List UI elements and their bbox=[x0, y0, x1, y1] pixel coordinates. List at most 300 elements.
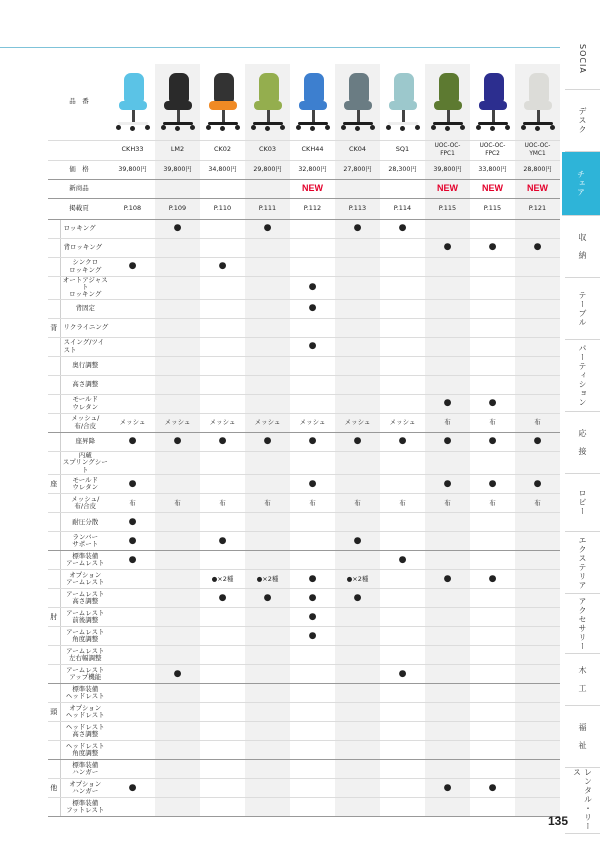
feature-value bbox=[515, 608, 560, 627]
feature-label: アームレスト 角度調整 bbox=[60, 627, 110, 646]
feature-value bbox=[290, 413, 335, 432]
feature-value bbox=[290, 608, 335, 627]
feature-value bbox=[290, 375, 335, 394]
side-tab[interactable] bbox=[565, 90, 600, 152]
feature-value bbox=[290, 219, 335, 238]
feature-value-text: 布 bbox=[489, 418, 496, 427]
side-tab-label: エクステリア bbox=[578, 535, 587, 590]
catalog-page-cell: P.113 bbox=[335, 198, 380, 219]
feature-value bbox=[245, 451, 290, 474]
feature-value bbox=[515, 238, 560, 257]
feature-value bbox=[110, 608, 155, 627]
feature-label: 背ロッキング bbox=[60, 238, 110, 257]
feature-value bbox=[110, 627, 155, 646]
feature-dot: ● bbox=[488, 782, 497, 793]
new-badge-cell bbox=[515, 179, 560, 198]
feature-value bbox=[290, 356, 335, 375]
side-tab[interactable] bbox=[565, 340, 600, 412]
feature-value-text: メッシュ bbox=[389, 418, 416, 427]
feature-value bbox=[245, 219, 290, 238]
side-tab-label: パーティション bbox=[578, 344, 587, 407]
price-cell: 39,800円 bbox=[110, 160, 155, 179]
feature-value bbox=[245, 394, 290, 413]
new-badge-cell bbox=[200, 179, 245, 198]
feature-label: 内蔵 スプリングシート bbox=[60, 451, 110, 474]
price-cell: 32,800円 bbox=[290, 160, 335, 179]
feature-label: 標準装備 アームレスト bbox=[60, 551, 110, 570]
feature-value bbox=[335, 551, 380, 570]
feature-value bbox=[380, 779, 425, 798]
feature-value bbox=[290, 646, 335, 665]
feature-value bbox=[290, 532, 335, 551]
feature-value-text: ●×2種 bbox=[256, 574, 279, 583]
feature-value bbox=[290, 494, 335, 513]
feature-value bbox=[200, 722, 245, 741]
feature-value bbox=[290, 798, 335, 817]
feature-value bbox=[515, 646, 560, 665]
feature-value bbox=[380, 703, 425, 722]
feature-label: 標準装備 ヘッドレスト bbox=[60, 684, 110, 703]
feature-dot: ● bbox=[488, 573, 497, 584]
feature-value bbox=[335, 394, 380, 413]
feature-value bbox=[290, 276, 335, 299]
header-rule bbox=[0, 47, 560, 48]
feature-value-text: ●×2種 bbox=[211, 574, 234, 583]
feature-value bbox=[290, 299, 335, 318]
feature-value bbox=[425, 413, 470, 432]
feature-value bbox=[380, 646, 425, 665]
feature-value bbox=[200, 356, 245, 375]
feature-value bbox=[380, 627, 425, 646]
feature-label: アームレスト 前後調整 bbox=[60, 608, 110, 627]
feature-value bbox=[245, 589, 290, 608]
feature-value bbox=[110, 318, 155, 337]
feature-group-label bbox=[48, 257, 60, 276]
feature-value bbox=[290, 337, 335, 356]
feature-value-text: 布 bbox=[174, 498, 181, 507]
feature-value bbox=[110, 665, 155, 684]
model-name-text: CK04 bbox=[348, 145, 367, 154]
feature-dot: ● bbox=[128, 436, 137, 447]
feature-value bbox=[425, 589, 470, 608]
feature-value bbox=[245, 570, 290, 589]
feature-value bbox=[380, 238, 425, 257]
feature-value bbox=[515, 375, 560, 394]
feature-value bbox=[200, 257, 245, 276]
feature-group-label bbox=[48, 413, 60, 432]
model-name-text: CKH44 bbox=[301, 145, 324, 154]
feature-value bbox=[290, 451, 335, 474]
feature-value bbox=[245, 760, 290, 779]
feature-value bbox=[155, 665, 200, 684]
chair-image bbox=[246, 69, 290, 135]
price-cell: 39,800円 bbox=[155, 160, 200, 179]
feature-value-text: メッシュ bbox=[209, 418, 236, 427]
feature-value bbox=[515, 722, 560, 741]
feature-value bbox=[425, 532, 470, 551]
feature-dot: ● bbox=[173, 436, 182, 447]
side-tab[interactable] bbox=[565, 278, 600, 340]
feature-value bbox=[245, 337, 290, 356]
feature-value bbox=[425, 375, 470, 394]
feature-dot: ● bbox=[128, 782, 137, 793]
side-tab-label: チェア bbox=[576, 170, 586, 197]
feature-value bbox=[515, 276, 560, 299]
feature-value bbox=[335, 665, 380, 684]
feature-label: 高さ調整 bbox=[60, 375, 110, 394]
feature-value bbox=[380, 741, 425, 760]
catalog-page-cell: P.108 bbox=[110, 198, 155, 219]
feature-value bbox=[425, 257, 470, 276]
feature-value bbox=[380, 276, 425, 299]
feature-value bbox=[515, 741, 560, 760]
feature-value-text: 布 bbox=[399, 498, 406, 507]
feature-dot: ● bbox=[353, 592, 362, 603]
new-badge-cell bbox=[425, 179, 470, 198]
chair-photo bbox=[335, 64, 380, 140]
feature-value bbox=[425, 760, 470, 779]
side-tab[interactable] bbox=[565, 706, 600, 768]
feature-value bbox=[470, 703, 515, 722]
feature-value bbox=[335, 475, 380, 494]
feature-dot: ● bbox=[488, 398, 497, 409]
feature-value bbox=[200, 665, 245, 684]
feature-value bbox=[515, 257, 560, 276]
new-badge-cell bbox=[470, 179, 515, 198]
feature-value bbox=[470, 760, 515, 779]
feature-value bbox=[290, 257, 335, 276]
feature-dot: ● bbox=[308, 478, 317, 489]
feature-value bbox=[155, 589, 200, 608]
feature-value bbox=[380, 219, 425, 238]
feature-group-label bbox=[48, 219, 60, 238]
feature-value bbox=[380, 494, 425, 513]
side-tab[interactable] bbox=[565, 412, 600, 474]
feature-value bbox=[290, 684, 335, 703]
feature-value bbox=[335, 413, 380, 432]
feature-group-label bbox=[48, 741, 60, 760]
feature-value bbox=[380, 722, 425, 741]
feature-value bbox=[245, 513, 290, 532]
feature-value bbox=[425, 276, 470, 299]
feature-group-label bbox=[48, 532, 60, 551]
feature-value bbox=[335, 722, 380, 741]
side-tab[interactable] bbox=[565, 216, 600, 278]
feature-value bbox=[200, 394, 245, 413]
feature-value bbox=[155, 703, 200, 722]
feature-value bbox=[110, 798, 155, 817]
feature-value bbox=[335, 589, 380, 608]
feature-value bbox=[200, 219, 245, 238]
feature-value bbox=[290, 318, 335, 337]
feature-value-text: 布 bbox=[354, 498, 361, 507]
feature-value bbox=[245, 475, 290, 494]
feature-value-text: 布 bbox=[534, 498, 541, 507]
feature-value bbox=[155, 608, 200, 627]
feature-value bbox=[380, 375, 425, 394]
feature-value bbox=[425, 570, 470, 589]
feature-value bbox=[335, 238, 380, 257]
feature-group-label bbox=[48, 356, 60, 375]
model-name bbox=[245, 140, 290, 160]
chair-photo bbox=[380, 64, 425, 140]
feature-value bbox=[200, 337, 245, 356]
feature-value bbox=[470, 299, 515, 318]
feature-group-label bbox=[48, 513, 60, 532]
price-cell: 33,800円 bbox=[470, 160, 515, 179]
feature-dot: ● bbox=[488, 478, 497, 489]
feature-value bbox=[155, 413, 200, 432]
feature-label: 奥行調整 bbox=[60, 356, 110, 375]
feature-value bbox=[335, 684, 380, 703]
feature-group-label bbox=[48, 276, 60, 299]
feature-value bbox=[425, 703, 470, 722]
feature-value bbox=[110, 238, 155, 257]
model-name-text: UOC-OC- FPC2 bbox=[479, 143, 506, 157]
feature-value bbox=[380, 513, 425, 532]
model-name bbox=[290, 140, 335, 160]
model-name bbox=[470, 140, 515, 160]
feature-dot: ● bbox=[443, 242, 452, 252]
feature-value bbox=[515, 570, 560, 589]
feature-value bbox=[290, 589, 335, 608]
feature-dot: ● bbox=[263, 223, 272, 233]
feature-value bbox=[110, 276, 155, 299]
feature-value bbox=[245, 299, 290, 318]
feature-label: オプション アームレスト bbox=[60, 570, 110, 589]
feature-value bbox=[335, 299, 380, 318]
feature-value bbox=[335, 798, 380, 817]
feature-value bbox=[470, 665, 515, 684]
feature-label: 標準装備 ハンガー bbox=[60, 760, 110, 779]
side-tab[interactable] bbox=[562, 152, 600, 216]
chair-photo bbox=[515, 64, 560, 140]
feature-label: シンクロ ロッキング bbox=[60, 257, 110, 276]
feature-value bbox=[200, 589, 245, 608]
feature-value-text: メッシュ bbox=[254, 418, 281, 427]
feature-value bbox=[470, 570, 515, 589]
feature-value bbox=[200, 299, 245, 318]
feature-value bbox=[335, 513, 380, 532]
feature-value bbox=[110, 337, 155, 356]
feature-label: ヘッドレスト 高さ調整 bbox=[60, 722, 110, 741]
feature-label: メッシュ/ 布/合皮 bbox=[60, 494, 110, 513]
feature-value bbox=[515, 779, 560, 798]
feature-value bbox=[155, 475, 200, 494]
side-tab-label: 木 工 bbox=[578, 666, 587, 693]
feature-value bbox=[290, 760, 335, 779]
feature-value bbox=[155, 646, 200, 665]
catalog-page-cell: P.114 bbox=[380, 198, 425, 219]
model-name-text: CK03 bbox=[258, 145, 277, 154]
feature-value bbox=[200, 513, 245, 532]
feature-value bbox=[110, 413, 155, 432]
chair-photo bbox=[155, 64, 200, 140]
catalog-page-cell: P.111 bbox=[245, 198, 290, 219]
feature-value bbox=[200, 413, 245, 432]
feature-value bbox=[515, 394, 560, 413]
feature-value bbox=[425, 741, 470, 760]
feature-value bbox=[110, 513, 155, 532]
chair-image bbox=[381, 69, 425, 135]
model-name-text: UOC-OC- YMC1 bbox=[524, 143, 551, 157]
feature-label: 耐圧分散 bbox=[60, 513, 110, 532]
feature-value bbox=[155, 451, 200, 474]
page-number: 135 bbox=[548, 814, 569, 828]
side-tab[interactable] bbox=[565, 474, 600, 532]
feature-dot: ● bbox=[353, 223, 362, 233]
feature-value bbox=[155, 627, 200, 646]
feature-dot: ● bbox=[353, 436, 362, 447]
feature-dot: ● bbox=[443, 436, 452, 447]
chair-photo bbox=[425, 64, 470, 140]
feature-value bbox=[200, 432, 245, 451]
chair-image bbox=[516, 69, 560, 135]
model-name bbox=[200, 140, 245, 160]
feature-value bbox=[155, 337, 200, 356]
feature-value bbox=[515, 413, 560, 432]
feature-dot: ● bbox=[488, 436, 497, 447]
model-name-text: SQ1 bbox=[395, 145, 410, 154]
side-tab[interactable] bbox=[565, 654, 600, 706]
feature-value bbox=[110, 684, 155, 703]
feature-value bbox=[380, 532, 425, 551]
feature-value bbox=[200, 760, 245, 779]
feature-dot: ● bbox=[128, 261, 137, 271]
feature-group-label bbox=[48, 299, 60, 318]
feature-group-label bbox=[48, 798, 60, 817]
feature-value bbox=[470, 779, 515, 798]
catalog-page-cell: P.115 bbox=[425, 198, 470, 219]
model-name bbox=[380, 140, 425, 160]
feature-value bbox=[470, 375, 515, 394]
feature-group-label bbox=[48, 665, 60, 684]
feature-value bbox=[200, 570, 245, 589]
catalog-page-label: 掲載頁 bbox=[48, 198, 110, 219]
feature-value bbox=[470, 394, 515, 413]
chair-photo bbox=[110, 64, 155, 140]
feature-value bbox=[425, 798, 470, 817]
feature-value bbox=[335, 356, 380, 375]
feature-value bbox=[425, 219, 470, 238]
side-tab[interactable] bbox=[565, 28, 600, 90]
feature-value bbox=[425, 432, 470, 451]
feature-group-label: 頭 bbox=[48, 703, 60, 722]
feature-group-label bbox=[48, 451, 60, 474]
feature-value bbox=[335, 337, 380, 356]
chair-image bbox=[111, 69, 155, 135]
feature-value bbox=[155, 741, 200, 760]
feature-value-text: 布 bbox=[219, 498, 226, 507]
side-tab[interactable] bbox=[565, 768, 600, 834]
feature-value bbox=[200, 627, 245, 646]
feature-value bbox=[515, 451, 560, 474]
feature-label: モールド ウレタン bbox=[60, 394, 110, 413]
feature-value bbox=[245, 238, 290, 257]
feature-label: ロッキング bbox=[60, 219, 110, 238]
feature-group-label: 座 bbox=[48, 475, 60, 494]
feature-value bbox=[425, 238, 470, 257]
feature-value bbox=[155, 779, 200, 798]
feature-value bbox=[110, 646, 155, 665]
feature-value bbox=[470, 337, 515, 356]
feature-label: アームレスト 高さ調整 bbox=[60, 589, 110, 608]
feature-value bbox=[155, 760, 200, 779]
feature-value bbox=[515, 432, 560, 451]
feature-value bbox=[380, 665, 425, 684]
catalog-page-cell: P.115 bbox=[470, 198, 515, 219]
side-tab[interactable] bbox=[565, 594, 600, 654]
side-tab-label: SOCIA bbox=[578, 43, 587, 74]
feature-group-label bbox=[48, 760, 60, 779]
price-cell: 28,300円 bbox=[380, 160, 425, 179]
feature-value bbox=[245, 646, 290, 665]
side-tab-label: レンタル・リース bbox=[572, 768, 593, 831]
feature-value bbox=[245, 257, 290, 276]
feature-group-label bbox=[48, 646, 60, 665]
feature-group-label bbox=[48, 684, 60, 703]
feature-value bbox=[425, 394, 470, 413]
feature-dot: ● bbox=[398, 554, 407, 565]
feature-value-text: メッシュ bbox=[344, 418, 371, 427]
feature-value bbox=[155, 276, 200, 299]
feature-value bbox=[155, 722, 200, 741]
feature-value bbox=[110, 375, 155, 394]
feature-value bbox=[245, 665, 290, 684]
feature-value bbox=[380, 337, 425, 356]
model-name bbox=[110, 140, 155, 160]
feature-value bbox=[380, 413, 425, 432]
feature-group-label bbox=[48, 570, 60, 589]
feature-value bbox=[470, 432, 515, 451]
feature-value bbox=[470, 798, 515, 817]
side-tab[interactable] bbox=[565, 532, 600, 594]
side-tab-label: 収 納 bbox=[578, 233, 587, 260]
new-badge: NEW bbox=[527, 183, 548, 194]
feature-group-label bbox=[48, 722, 60, 741]
model-name bbox=[425, 140, 470, 160]
feature-value bbox=[200, 238, 245, 257]
feature-value bbox=[515, 532, 560, 551]
feature-value bbox=[200, 475, 245, 494]
feature-value bbox=[155, 219, 200, 238]
feature-value bbox=[200, 276, 245, 299]
model-label-blank bbox=[48, 140, 110, 160]
feature-dot: ● bbox=[218, 436, 227, 447]
model-name-text: CK02 bbox=[213, 145, 232, 154]
feature-value bbox=[515, 318, 560, 337]
feature-value bbox=[155, 570, 200, 589]
feature-value bbox=[425, 608, 470, 627]
feature-value bbox=[515, 551, 560, 570]
feature-group-label bbox=[48, 494, 60, 513]
feature-value bbox=[335, 532, 380, 551]
price-cell: 28,800円 bbox=[515, 160, 560, 179]
feature-label: オプション ヘッドレスト bbox=[60, 703, 110, 722]
model-name-text: LM2 bbox=[170, 145, 185, 154]
feature-value bbox=[515, 627, 560, 646]
feature-value bbox=[470, 413, 515, 432]
feature-value bbox=[380, 798, 425, 817]
feature-value-text: 布 bbox=[444, 498, 451, 507]
feature-value bbox=[380, 570, 425, 589]
feature-value bbox=[515, 589, 560, 608]
feature-value bbox=[245, 627, 290, 646]
feature-value bbox=[335, 375, 380, 394]
feature-value bbox=[470, 532, 515, 551]
feature-dot: ● bbox=[128, 516, 137, 527]
price-cell: 27,800円 bbox=[335, 160, 380, 179]
